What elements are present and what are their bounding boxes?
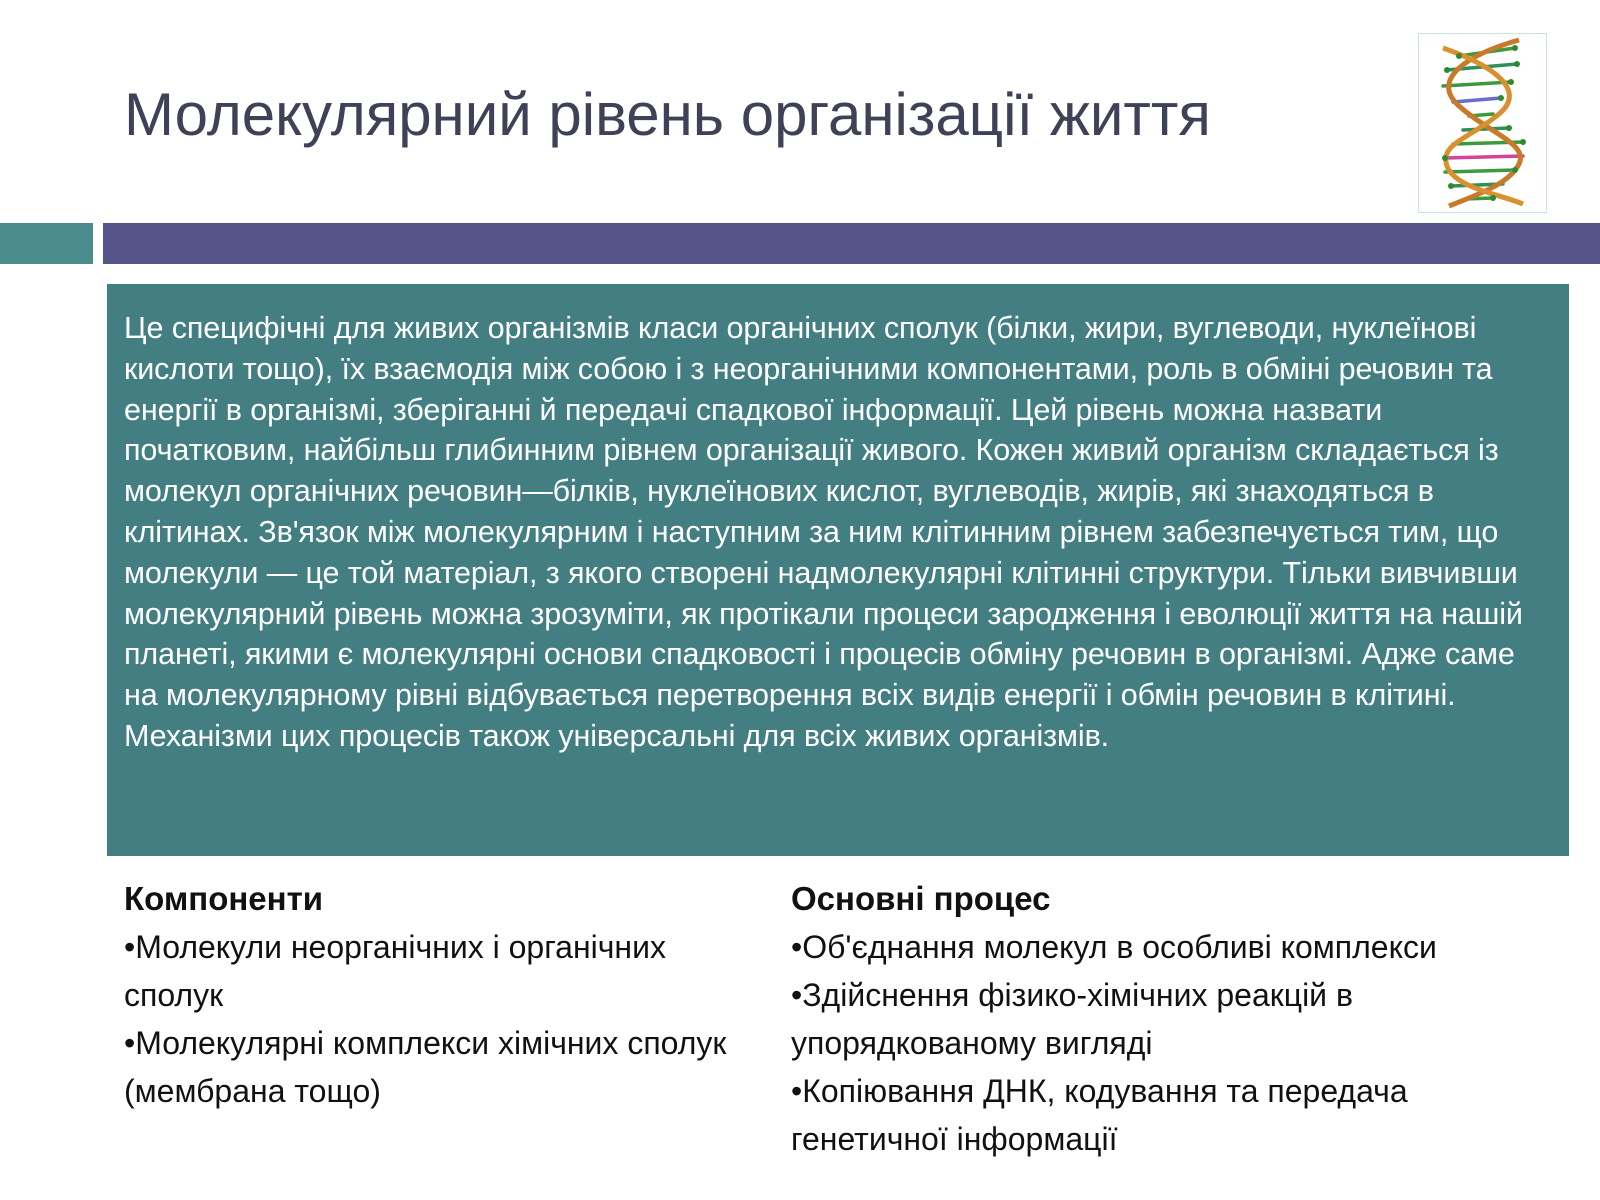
description-text: Це специфічні для живих організмів класи органічних сполук (білки, жири, вуглеводи, нуклеїнові кислоти тощо), їх взаємодія між собою і з неорганічними компонентами, роль в обміні речовин та енергії в організмі, зберіганні й передачі спадкової інформації. Цей рівень можна назвати початковим, найбільш глибинним рівнем організації живого. Кожен живий організм складається із молекул органічних речовин—білків, нуклеїнових кислот, вуглеводів, жирів, які знаходяться в клітинах. Зв'язок між молекулярним і наступним за ним клітинним рівнем забезпечується тим, що молекули — це той матеріал, з якого створені надмолекулярні клітинні структури. Тільки вивчивши молекулярний рівень можна зрозуміти, як протікали процеси зародження і еволюції життя на нашій планеті, якими є молекулярні основи спадковості і процесів обміну речовин в організмі. Адже саме на молекулярному рівні відбувається перетворення всіх видів енергії і обмін речовин в клітині. Механізми цих процесів також універсальні для всіх живих організмів. xyxy=(124,311,1523,753)
components-list xyxy=(124,923,744,1115)
dna-double-helix-icon xyxy=(1418,33,1547,213)
list-item: •Молекули неорганічних і органічних сполук xyxy=(124,929,666,1013)
list-item: •Об'єднання молекул в особливі комплекси xyxy=(791,929,1437,965)
components-column xyxy=(124,875,744,1115)
processes-list xyxy=(791,923,1561,1163)
description-panel xyxy=(107,284,1569,856)
accent-bar-main xyxy=(103,223,1600,264)
processes-column xyxy=(791,875,1561,1163)
dna-helix-illustration xyxy=(1419,34,1546,212)
list-item: •Здійснення фізико-хімічних реакцій в упорядкованому вигляді xyxy=(791,977,1353,1061)
slide-title: Молекулярний рівень організації життя xyxy=(124,81,1211,148)
processes-heading: Основні процес xyxy=(791,880,1051,917)
accent-bar-left xyxy=(0,223,93,264)
list-item: •Молекулярні комплекси хімічних сполук (мембрана тощо) xyxy=(124,1025,727,1109)
list-item: •Копіювання ДНК, кодування та передача генетичної інформації xyxy=(791,1073,1408,1157)
components-heading: Компоненти xyxy=(124,880,324,917)
